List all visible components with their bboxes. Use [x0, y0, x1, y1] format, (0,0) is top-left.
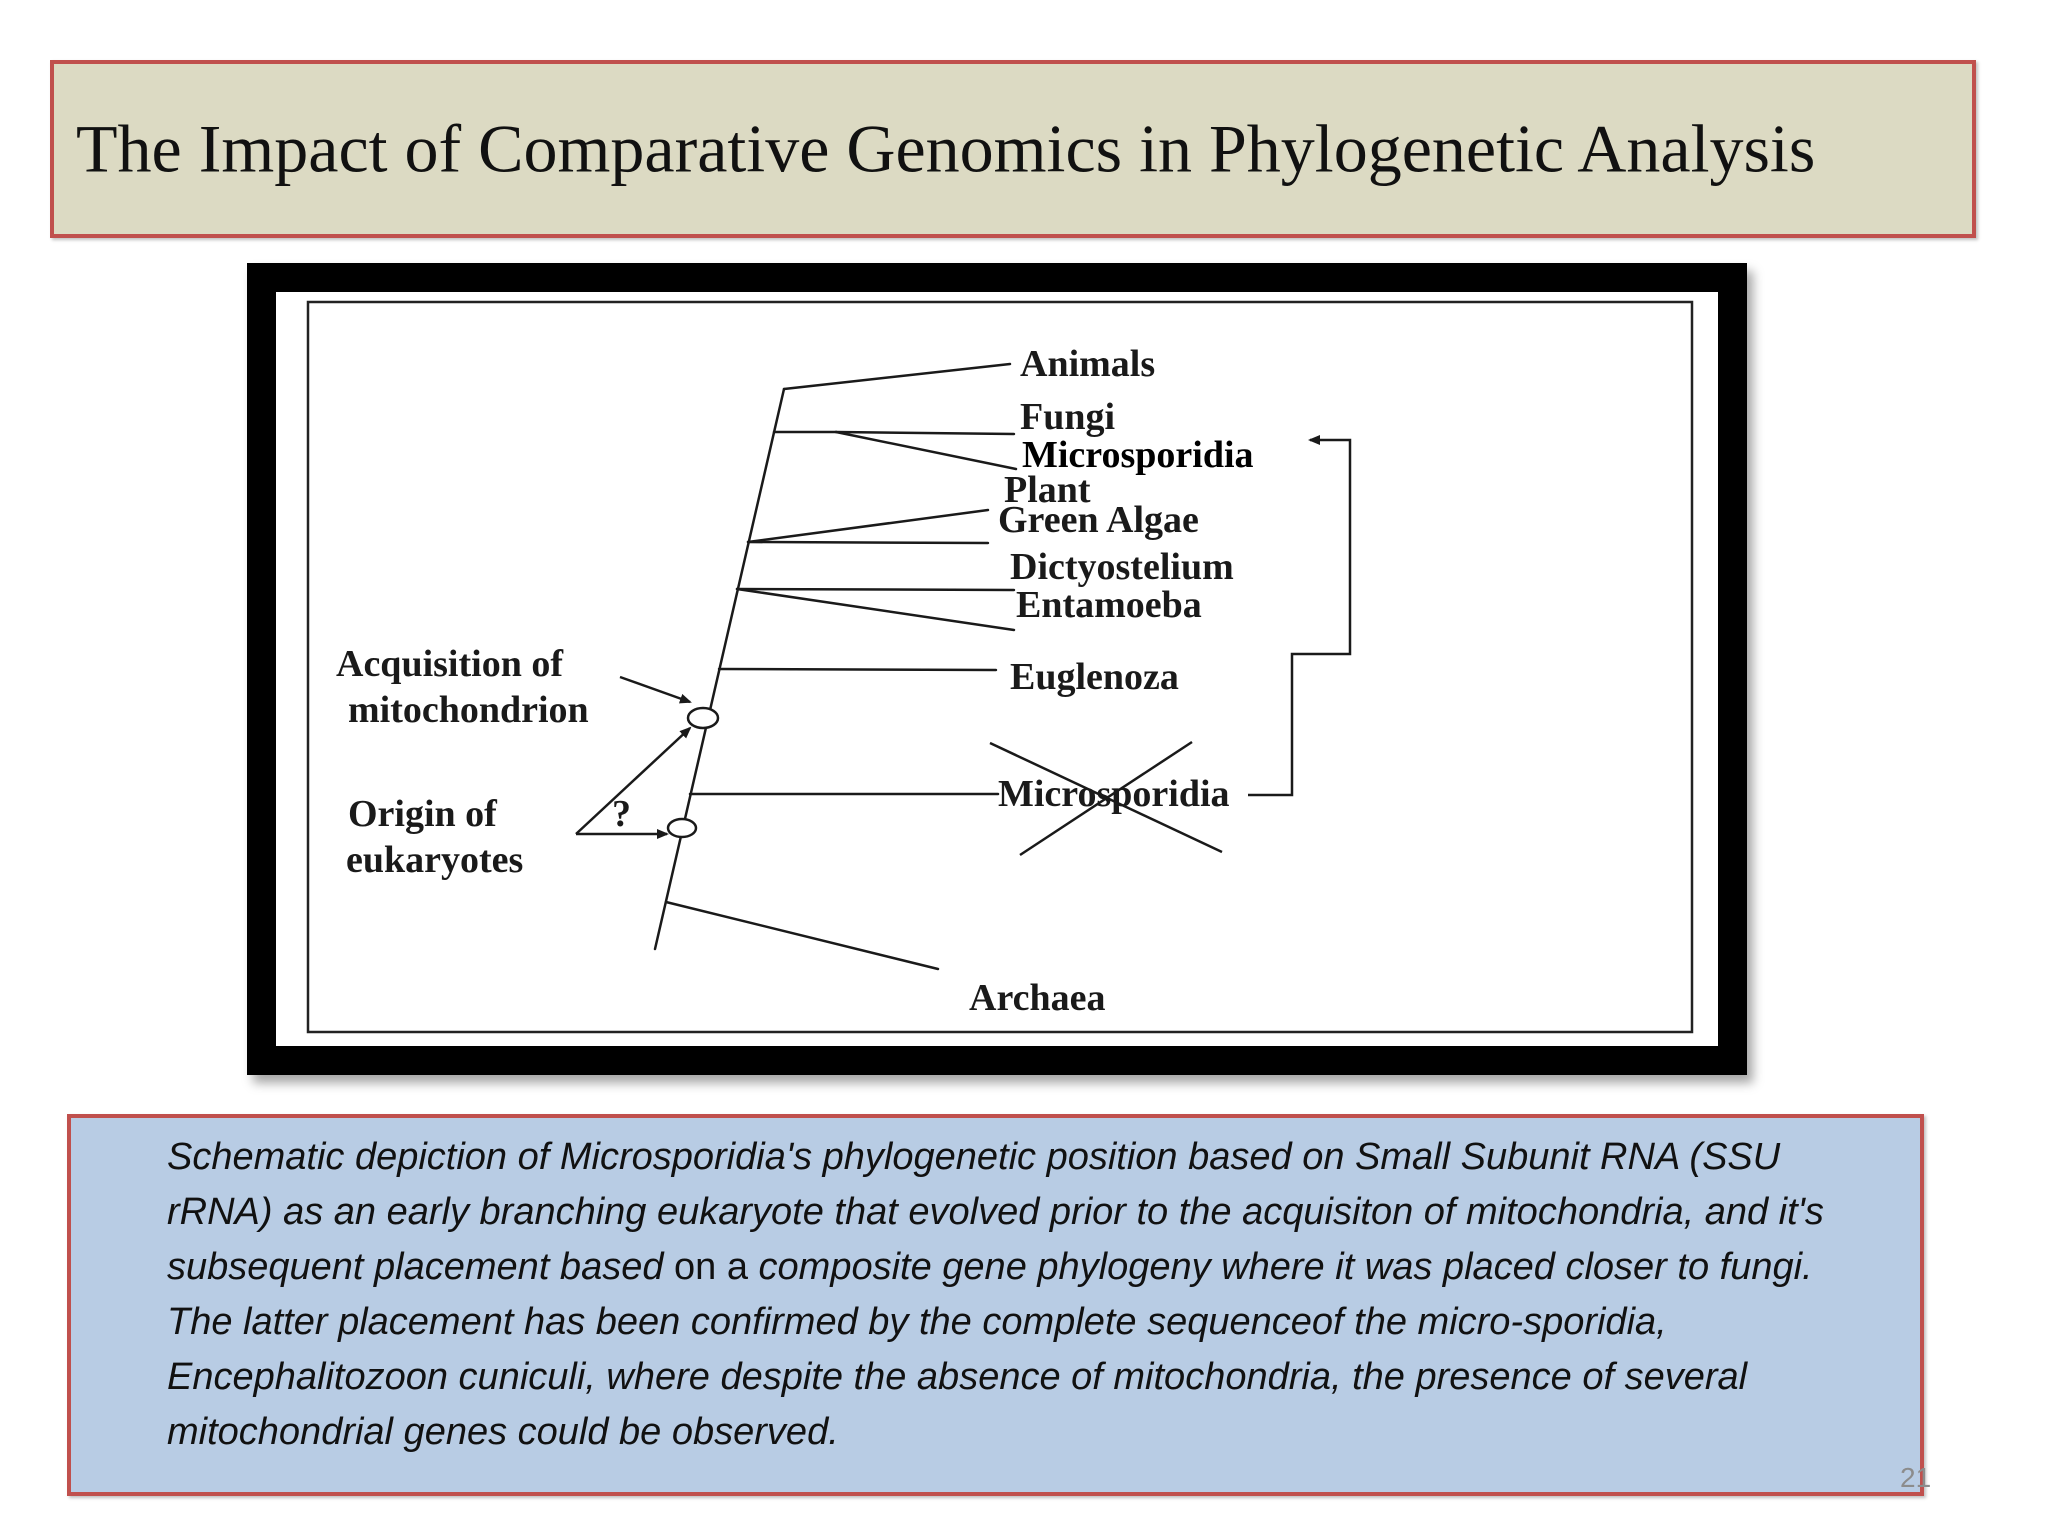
branch-animals — [784, 364, 1010, 389]
label-microsporidia-old: Microsporidia — [998, 773, 1230, 815]
caption-part-3: composite gene phylogeny where it was placed closer to fungi. The latter placement has been confirmed by the complete sequenceof the micro-sporidia, Encephalitozoon cuniculi, where despite the absence of mitochondria, the presence of several mitochondrial genes could be observed. — [167, 1246, 1813, 1453]
caption-box — [67, 1114, 1924, 1496]
branch-green-algae — [748, 542, 988, 543]
figure-frame — [247, 263, 1747, 1075]
branch-fungi — [836, 432, 1014, 434]
label-acquisition-line2: mitochondrion — [348, 689, 589, 731]
label-archaea: Archaea — [969, 977, 1106, 1019]
branch-archaea — [666, 902, 938, 969]
label-entamoeba: Entamoeba — [1016, 584, 1202, 626]
caption-part-1: Schematic depiction of Microsporidia's phylogenetic position based on Small Subunit RNA (SSU rRNA) as an early branching eukaryote that evolved prior to the acquisiton of mitochondria, and it's subsequent placement based — [167, 1136, 1824, 1288]
label-microsporidia-new: Microsporidia — [1022, 434, 1254, 476]
acquisition-arrow — [620, 677, 690, 702]
phylogenetic-tree-diagram — [276, 292, 1720, 1048]
branch-dictyostelium — [737, 589, 1014, 590]
title-banner — [50, 60, 1976, 238]
label-plant: Plant — [1004, 469, 1091, 511]
slide-title: The Impact of Comparative Genomics in Phylogenetic Analysis — [76, 110, 1816, 187]
figure-canvas — [276, 292, 1718, 1046]
label-fungi: Fungi — [1020, 396, 1116, 438]
branch-euglenoza — [719, 669, 996, 670]
branch-plant — [748, 510, 988, 542]
label-euglenoza: Euglenoza — [1010, 656, 1179, 698]
label-green-algae: Green Algae — [998, 499, 1199, 541]
branch-microsporidia-new — [836, 432, 1016, 469]
eukaryote-origin-node — [668, 819, 696, 837]
mitochondrion-node — [688, 708, 718, 728]
label-origin-line1: Origin of — [348, 793, 497, 835]
label-dictyostelium: Dictyostelium — [1010, 546, 1234, 588]
label-question-mark: ? — [612, 793, 631, 835]
relocation-bracket-arrow — [1248, 440, 1350, 795]
slide-number: 21 — [1900, 1462, 1932, 1493]
origin-to-mitochondrion-arrow — [576, 728, 690, 834]
label-origin-line2: eukaryotes — [346, 839, 524, 881]
caption-part-2: on a — [663, 1246, 759, 1288]
label-animals: Animals — [1020, 343, 1156, 385]
branch-entamoeba — [737, 589, 1014, 630]
figure-caption — [167, 1130, 1880, 1460]
label-acquisition-line1: Acquisition of — [336, 643, 563, 685]
